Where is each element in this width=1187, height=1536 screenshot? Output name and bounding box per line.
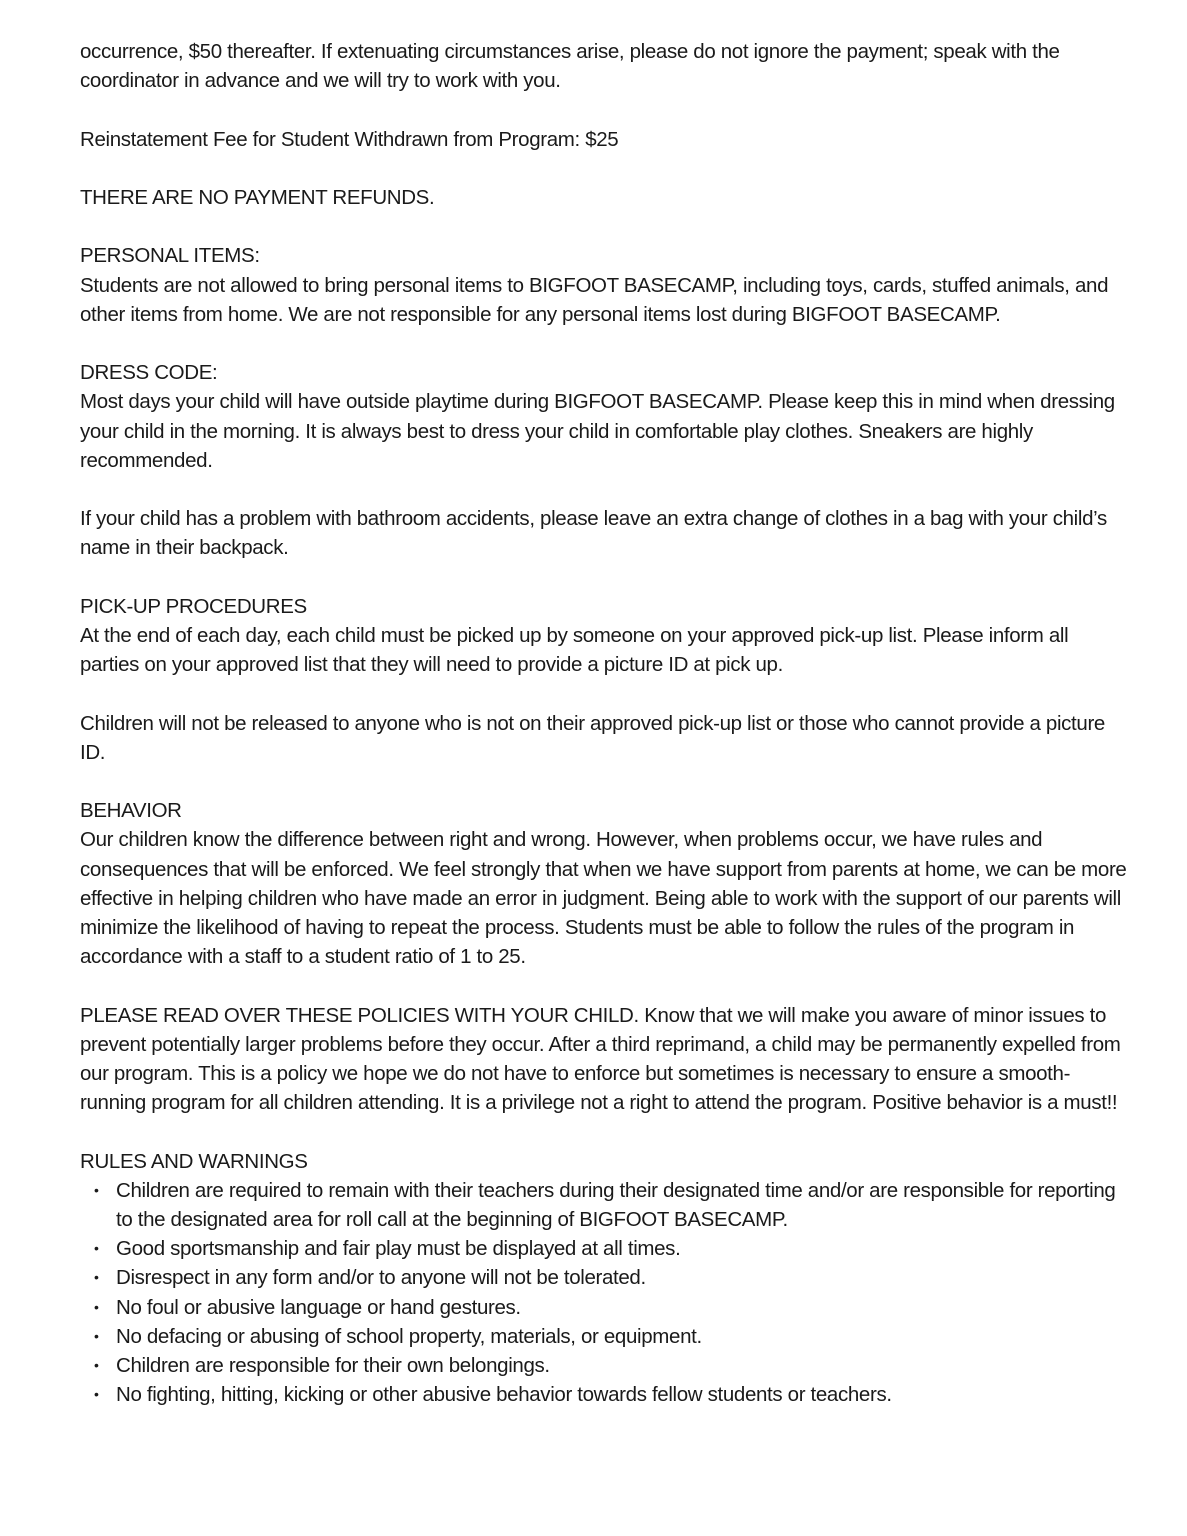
rule-text: Disrespect in any form and/or to anyone will not be tolerated. — [116, 1266, 646, 1290]
rule-text: No defacing or abusing of school property, materials, or equipment. — [116, 1324, 702, 1348]
behavior-section — [80, 796, 1130, 971]
rule-text: No foul or abusive language or hand gestures. — [116, 1295, 521, 1319]
bullet-icon: • — [94, 1327, 99, 1344]
bullet-icon: • — [94, 1386, 99, 1403]
policy-document — [80, 37, 1130, 1409]
rule-item — [94, 1263, 1130, 1292]
dress-code-heading: DRESS CODE: — [80, 361, 218, 385]
rule-item — [94, 1380, 1130, 1409]
pickup-body: At the end of each day, each child must be picked up by someone on your approved pick-up list. Please inform all parties on your approved list that they will need to provide a picture ID at pick up. — [80, 623, 1069, 677]
dress-code-body: Most days your child will have outside playtime during BIGFOOT BASECAMP. Please keep this in mind when dressing your child in the morning. It is always best to dress your child in comfortable play clothes. Sneakers are highly recommended. — [80, 390, 1115, 472]
rule-item — [94, 1322, 1130, 1351]
bullet-icon: • — [94, 1356, 99, 1373]
rule-item — [94, 1293, 1130, 1322]
rules-heading: RULES AND WARNINGS — [80, 1149, 308, 1173]
bullet-icon: • — [94, 1181, 99, 1198]
behavior-body: Our children know the difference between right and wrong. However, when problems occur, we have rules and consequences that will be enforced. We feel strongly that when we have support from parents at home, we can be more effective in helping children who have made an error in judgment. Being able to work with the support of our parents will minimize the likelihood of having to repeat the process. Students must be able to follow the rules of the program in accordance with a staff to a student ratio of 1 to 25. — [80, 828, 1127, 969]
personal-items-section — [80, 241, 1130, 329]
pickup-heading: PICK-UP PROCEDURES — [80, 594, 307, 618]
bathroom-paragraph: If your child has a problem with bathroom accidents, please leave an extra change of clothes in a bag with your child’s name in their backpack. — [80, 507, 1107, 560]
bullet-icon: • — [94, 1269, 99, 1286]
rule-item — [94, 1234, 1130, 1263]
bullet-icon: • — [94, 1298, 99, 1315]
reinstatement-fee: Reinstatement Fee for Student Withdrawn from Program: $25 — [80, 127, 619, 151]
rule-item — [94, 1351, 1130, 1380]
behavior-heading: BEHAVIOR — [80, 799, 182, 823]
rule-text: Children are responsible for their own belongings. — [116, 1353, 550, 1377]
dress-code-section — [80, 358, 1130, 475]
rule-item — [94, 1176, 1130, 1234]
rules-section — [80, 1147, 1130, 1410]
rule-text: Children are required to remain with their teachers during their designated time and/or are responsible for reporting to the designated area for roll call at the beginning of BIGFOOT BASECAMP. — [116, 1178, 1116, 1231]
rule-text: No fighting, hitting, kicking or other abusive behavior towards fellow students or teachers. — [116, 1383, 892, 1407]
policies-paragraph: PLEASE READ OVER THESE POLICIES WITH YOUR CHILD. Know that we will make you aware of minor issues to prevent potentially larger problems before they occur. After a third reprimand, a child may be permanently expelled from our program. This is a policy we hope we do not have to enforce but sometimes is necessary to ensure a smooth-running program for all children attending. It is a privilege not a right to attend the program. Positive behavior is a must!! — [80, 1003, 1121, 1115]
pickup-release-paragraph: Children will not be released to anyone who is not on their approved pick-up list or those who cannot provide a picture ID. — [80, 711, 1105, 764]
personal-items-body: Students are not allowed to bring personal items to BIGFOOT BASECAMP, including toys, cards, stuffed animals, and other items from home. We are not responsible for any personal items lost during BIGFOOT BASECAMP. — [80, 273, 1109, 326]
bullet-icon: • — [94, 1240, 99, 1257]
personal-items-heading: PERSONAL ITEMS: — [80, 244, 260, 268]
rule-text: Good sportsmanship and fair play must be displayed at all times. — [116, 1237, 681, 1261]
rules-list — [80, 1176, 1130, 1410]
payment-paragraph: occurrence, $50 thereafter. If extenuating circumstances arise, please do not ignore the payment; speak with the coordinator in advance and we will try to work with you. — [80, 40, 1060, 93]
no-refunds-notice: THERE ARE NO PAYMENT REFUNDS. — [80, 185, 435, 209]
pickup-section — [80, 592, 1130, 680]
